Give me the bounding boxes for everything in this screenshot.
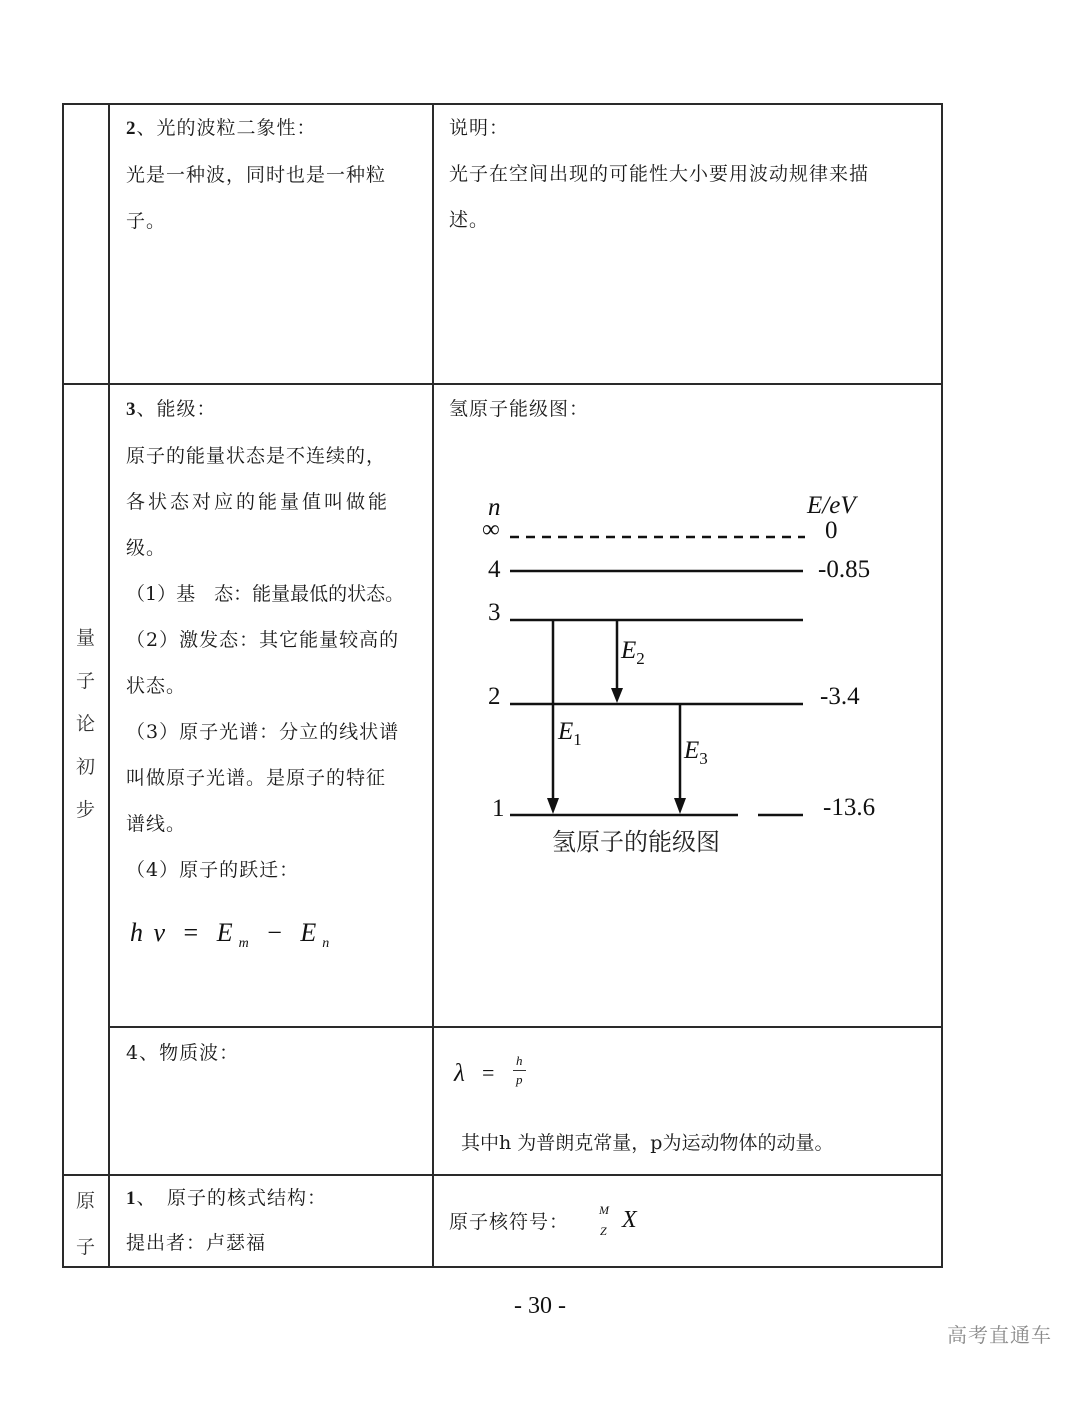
- level-n-3: 3: [488, 599, 501, 626]
- level-n-1: 1: [492, 795, 505, 822]
- level-energy-infinity: 0: [825, 517, 838, 544]
- nuclear-symbol-label: 原子核符号：: [449, 1211, 570, 1233]
- de-broglie-formula: λ = h p: [454, 1050, 574, 1100]
- section-label-quantum-theory: 量 子 论 初 步: [75, 627, 95, 821]
- n-axis-label: n: [488, 494, 501, 521]
- row-divider-2: [109, 1026, 943, 1028]
- body-line: 原子的能量状态是不连续的，: [126, 445, 387, 467]
- level-n-2: 2: [488, 683, 501, 710]
- body-line: 谱线。: [126, 813, 187, 835]
- level-energy-4: -0.85: [818, 556, 871, 583]
- section-heading: 1、 原子的核式结构：: [126, 1187, 328, 1209]
- body-line: 状态。: [126, 675, 187, 697]
- body-line: 提出者：卢瑟福: [126, 1232, 267, 1254]
- body-line: 叫做原子光谱。是原子的特征: [126, 767, 387, 789]
- explanation-cell: [449, 105, 929, 243]
- body-line: 光是一种波，同时也是一种粒: [126, 164, 387, 186]
- section-label-atom: 原 子: [75, 1190, 95, 1258]
- body-line: （4）原子的跃迁：: [126, 859, 300, 881]
- matter-wave-heading: 4、物质波：: [126, 1042, 240, 1064]
- body-line: （3）原子光谱：分立的线状谱: [126, 721, 400, 743]
- body-line: 子。: [126, 210, 167, 232]
- page-number: - 30 -: [514, 1293, 566, 1319]
- transition-label-e3: $E_3$: [684, 737, 708, 768]
- body-line: 级。: [126, 537, 167, 559]
- wave-particle-cell: [126, 105, 426, 244]
- energy-level-cell: [126, 386, 426, 893]
- hydrogen-energy-level-diagram: [440, 480, 920, 860]
- level-energy-1: -13.6: [823, 794, 876, 821]
- nuclear-structure-cell: [126, 1176, 426, 1265]
- energy-unit-label: E/eV: [807, 492, 856, 519]
- transition-formula: h ν = E $_m$ − E $_n$: [130, 918, 332, 952]
- table-border-bottom: [62, 1266, 943, 1268]
- section-heading: 3、能级：: [126, 398, 217, 420]
- body-line: （1）基 态：能量最低的状态。: [126, 583, 405, 605]
- table-border-right: [941, 103, 943, 1268]
- body-line: （2）激发态：其它能量较高的: [126, 629, 400, 651]
- diagram-caption: 氢原子的能级图: [552, 828, 720, 856]
- row-divider-1: [62, 383, 943, 385]
- level-energy-2: -3.4: [820, 683, 860, 710]
- body-line: 各状态对应的能量值叫做能: [126, 491, 391, 513]
- explanation-heading: 说明：: [449, 117, 510, 139]
- transition-label-e1: $E_1$: [558, 718, 582, 749]
- level-n-4: 4: [488, 556, 501, 583]
- transition-label-e2: $E_2$: [621, 637, 645, 668]
- section-heading: 2、光的波粒二象性：: [126, 117, 317, 139]
- diagram-heading: 氢原子能级图：: [449, 398, 590, 420]
- matter-wave-note: 其中h 为普朗克常量，p为运动物体的动量。: [461, 1132, 834, 1154]
- watermark: 高考直通车: [947, 1323, 1052, 1347]
- fraction-bar: [513, 1070, 526, 1071]
- nuclear-symbol: M Z X: [599, 1203, 637, 1238]
- body-line: 光子在空间出现的可能性大小要用波动规律来描: [449, 163, 870, 185]
- body-line: 述。: [449, 209, 490, 231]
- level-n-infinity: ∞: [482, 516, 500, 543]
- column-divider-2: [432, 103, 434, 1268]
